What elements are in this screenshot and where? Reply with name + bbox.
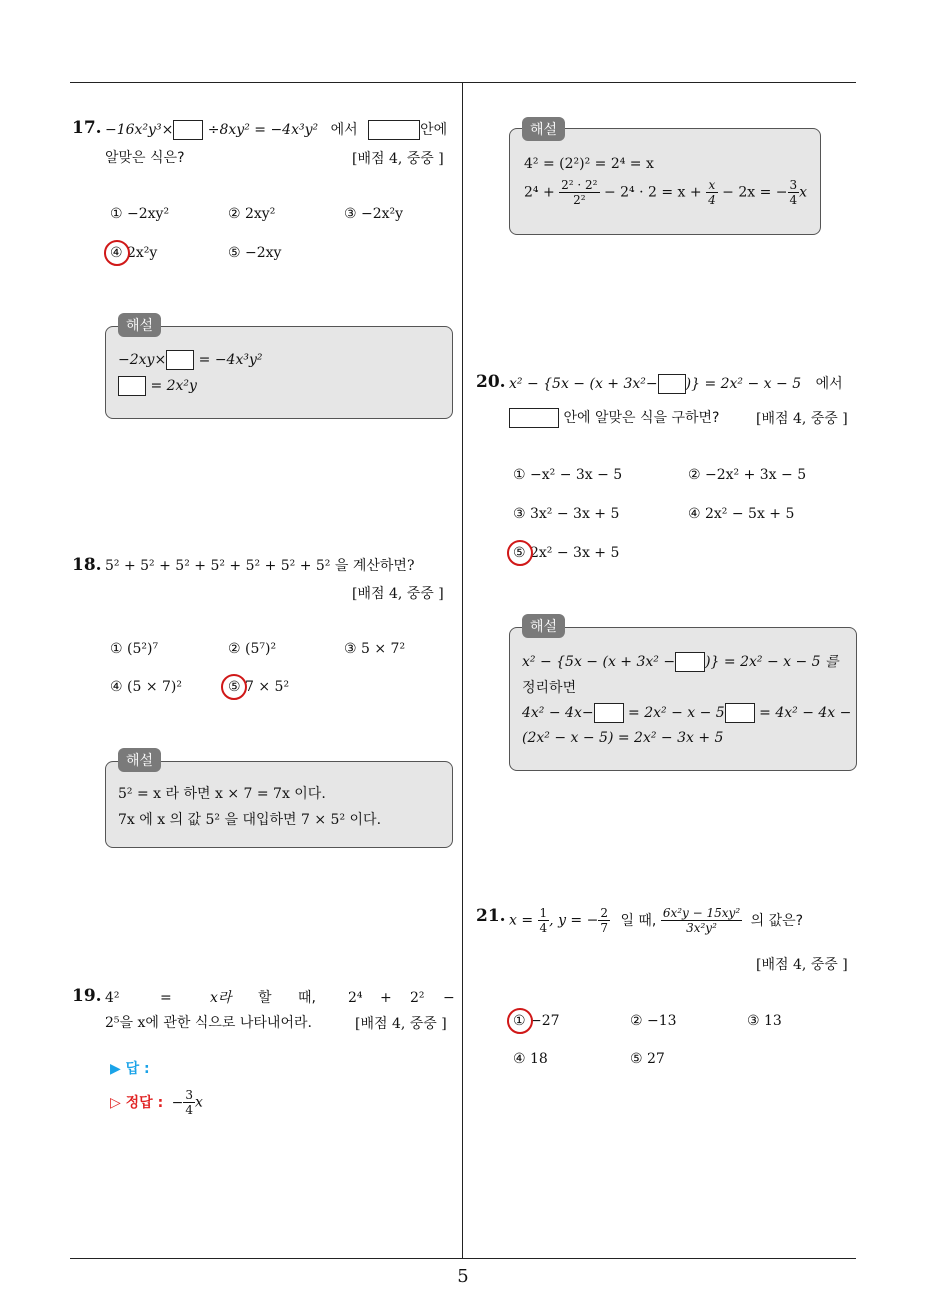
q17-tail: 안에 [420,122,448,138]
q19-explain-frac3-num: 3 [789,178,798,192]
q19-number: 19. [72,986,102,1006]
q17-line2: 알맞은 식은? [105,150,185,166]
q19-line1-f: 2⁴ [348,990,363,1006]
q20-blank-2 [509,408,559,428]
q20-explain-line1-right: )} = 2x² − x − 5 를 [705,654,839,670]
q21-x-den: 4 [539,921,548,935]
q19-correct-prefix: − [171,1094,184,1111]
q17-explain-line1-left: −2xy× [118,352,167,368]
q17-option-3[interactable]: ③ −2x²y [344,206,404,222]
q20-explain-line3-c: = 4x² − 4x − [759,705,852,721]
q20-explanation-panel [509,627,857,771]
q21-y-prefix: , y = − [549,912,599,929]
q19-explain-frac1-den: 2² [573,193,586,207]
q19-correct-suffix: x [195,1094,203,1111]
q19-line1-a: 4² [105,990,120,1006]
q19-correct-label: ▷ 정답 : [110,1094,164,1111]
q19-explain-line2-c: − 2x = − [722,184,788,201]
q21-x-fraction [538,906,550,935]
q20-line1-right: )} = 2x² − x − 5 [685,376,802,392]
q17-blank-2 [368,120,420,140]
q19-line1-g: + [380,990,392,1006]
q17-explain-blank-1 [166,350,194,370]
q18-text: 5² + 5² + 5² + 5² + 5² + 5² + 5² 을 계산하면? [105,558,415,574]
page-number: 5 [457,1266,469,1287]
q19-explain-frac2-den: 4 [708,193,716,207]
q20-explain-line3 [522,703,851,723]
q20-line1-left: x² − {5x − (x + 3x²− [509,376,658,392]
q21-option-3[interactable]: ③ 13 [747,1013,782,1029]
q20-option-1[interactable]: ① −x² − 3x − 5 [513,467,623,483]
q19-explain-line2-a: 2⁴ + [524,184,555,201]
q19-explain-line2 [524,178,807,207]
q19-explain-line2-b: − 2⁴ · 2 = x + [603,184,702,201]
q17-expr-left: −16x²y³× [105,122,174,138]
q18-option-4[interactable]: ④ (5 × 7)² [110,679,182,695]
q19-explain-frac3 [788,178,800,207]
q19-line1-i: − [443,990,455,1006]
q20-explain-line3-b: = 2x² − x − 5 [628,705,725,721]
q19-line1-e: 때, [298,990,316,1006]
q18-answer-circle [221,674,247,700]
q20-connector: 에서 [815,376,843,392]
q19-line1-c: x라 [210,990,232,1006]
q19-correct-den: 4 [185,1103,193,1117]
q17-explain-blank-2 [118,376,146,396]
q21-option-2[interactable]: ② −13 [630,1013,677,1029]
q17-option-2[interactable]: ② 2xy² [228,206,276,222]
q17-explain-line1 [118,350,263,370]
q20-line2-tail: 안에 알맞은 식을 구하면? [563,410,720,426]
q21-mid: 일 때, [620,912,657,929]
q19-explain-line2-d: x [799,184,808,201]
q19-explain-frac1-num: 2² · 2² [561,178,598,192]
q17-blank-1 [173,120,203,140]
q19-meta: [배점 4, 중중 ] [355,1016,447,1032]
q17-explain-line2 [118,376,197,396]
q19-explain-line1: 4² = (2²)² = 2⁴ = x [524,156,654,172]
q21-y-fraction [598,906,610,935]
q17-explain-line1-right: = −4x³y² [198,352,263,368]
q18-explain-line1: 5² = x 라 하면 x × 7 = 7x 이다. [118,786,326,802]
q19-line1-b: = [160,990,172,1006]
q18-option-3[interactable]: ③ 5 × 7² [344,641,406,657]
q20-explain-blank-3 [725,703,755,723]
q20-explain-line2: 정리하면 [522,680,577,696]
top-rule [70,82,856,83]
q20-blank-1 [658,374,686,394]
q20-line1 [509,374,843,394]
q20-option-5[interactable]: ⑤ 2x² − 3x + 5 [513,545,620,561]
q21-line1 [509,906,803,935]
q21-answer-circle [507,1008,533,1034]
q18-explanation-tag: 해설 [118,748,161,772]
q17-expr-mid: ÷8xy² = −4x³y² [207,122,319,138]
q17-option-1[interactable]: ① −2xy² [110,206,170,222]
q19-correct-num: 3 [185,1088,193,1102]
q19-explain-frac1 [559,178,599,207]
q19-correct-row [110,1088,203,1117]
q19-line1-d: 할 [258,990,272,1006]
q21-y-den: 7 [600,921,608,935]
q21-option-1[interactable]: ① −27 [513,1013,560,1029]
q17-connector: 에서 [330,122,358,138]
q18-option-2[interactable]: ② (5⁷)² [228,641,277,657]
q18-meta: [배점 4, 중중 ] [352,586,444,602]
q20-number: 20. [476,372,506,392]
q18-option-1[interactable]: ① (5²)⁷ [110,641,159,657]
q21-expr-fraction [661,906,742,935]
q17-explanation-panel [105,326,453,419]
q21-option-4[interactable]: ④ 18 [513,1051,548,1067]
q20-explanation-tag: 해설 [522,614,565,638]
q20-explain-line4: (2x² − x − 5) = 2x² − 3x + 5 [522,730,724,746]
q21-x-prefix: x = [509,912,534,929]
q20-explain-blank-2 [594,703,624,723]
q17-explain-line2-right: = 2x²y [150,378,197,394]
q20-option-3[interactable]: ③ 3x² − 3x + 5 [513,506,620,522]
q20-option-4[interactable]: ④ 2x² − 5x + 5 [688,506,795,522]
q18-explain-line2: 7x 에 x 의 값 5² 을 대입하면 7 × 5² 이다. [118,812,382,828]
q17-number: 17. [72,118,102,138]
q21-x-num: 1 [539,906,548,920]
q21-meta: [배점 4, 중중 ] [756,957,848,973]
q19-explain-frac3-den: 4 [789,193,798,207]
q21-expr-den: 3x²y² [686,921,717,935]
q18-explanation-panel [105,761,453,848]
bottom-rule [70,1258,856,1259]
q19-answer-label[interactable]: ▶ 답 : [110,1061,150,1077]
q20-explain-blank-1 [675,652,705,672]
q19-line1-h: 2² [410,990,425,1006]
q20-option-2[interactable]: ② −2x² + 3x − 5 [688,467,807,483]
q17-answer-circle [104,240,130,266]
q20-line2 [509,408,719,428]
q19-explanation-tag: 해설 [522,117,565,141]
q21-number: 21. [476,906,506,926]
q18-option-5[interactable]: ⑤ 7 × 5² [228,679,290,695]
q21-expr-num: 6x²y − 15xy² [662,906,741,920]
q20-meta: [배점 4, 중중 ] [756,411,848,427]
q20-answer-circle [507,540,533,566]
q19-explain-frac2 [706,178,718,207]
q17-option-5[interactable]: ⑤ −2xy [228,245,282,261]
q21-tail: 의 값은? [750,912,804,929]
q17-meta: [배점 4, 중중 ] [352,151,444,167]
q20-explain-line1 [522,651,839,672]
q18-number: 18. [72,555,102,575]
q17-option-4[interactable]: ④ 2x²y [110,245,158,261]
q17-explanation-tag: 해설 [118,313,161,337]
q19-line2: 2⁵을 x에 관한 식으로 나타내어라. [105,1015,312,1031]
q17-line1 [105,120,447,140]
q21-y-num: 2 [600,906,608,920]
q20-explain-line3-a: 4x² − 4x− [522,705,594,721]
q20-explain-line1-left: x² − {5x − (x + 3x² − [522,654,676,670]
q21-option-5[interactable]: ⑤ 27 [630,1051,665,1067]
q19-explain-frac2-num: x [706,178,718,193]
column-divider [462,82,463,1258]
q19-correct-fraction [183,1088,195,1117]
